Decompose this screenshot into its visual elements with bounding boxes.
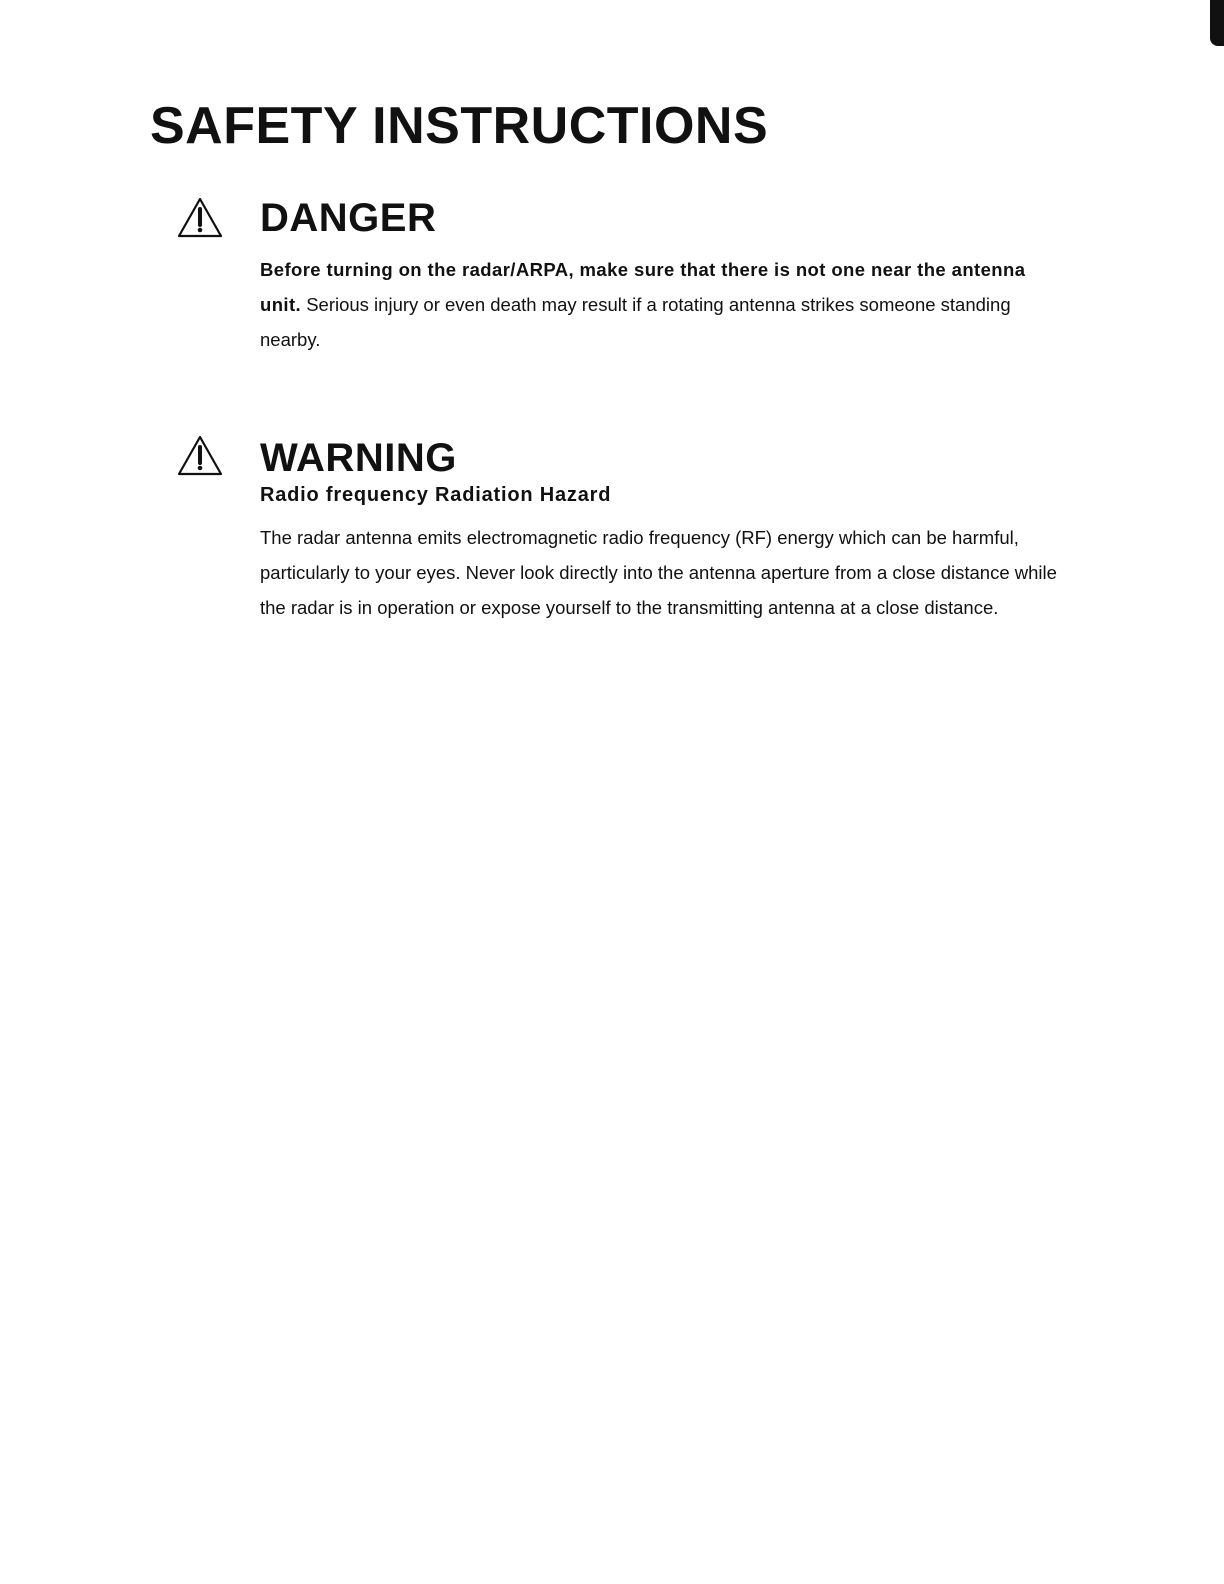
danger-body-text: Serious injury or even death may result if a rotating antenna strikes someone standing nearby. [260, 294, 1011, 350]
danger-lead-text: Before turning on the radar/ARPA, make sure that there is not one near the antenna unit. [260, 259, 1026, 315]
page-title: SAFETY INSTRUCTIONS [150, 97, 769, 155]
danger-heading: DANGER [260, 196, 437, 240]
warning-body: The radar antenna emits electromagnetic radio frequency (RF) energy which can be harmful, particularly to your eyes. Never look directly into the antenna aperture from a close distance while the radar is in operation or expose yourself to the transmitting antenna at a close distance. [260, 527, 1057, 618]
warning-triangle-icon [176, 196, 224, 240]
warning-subheading: Radio frequency Radiation Hazard [260, 484, 612, 506]
warning-triangle-icon [176, 434, 224, 478]
scan-edge-mark [1210, 0, 1224, 46]
warning-heading: WARNING [260, 436, 457, 480]
danger-body [260, 252, 1060, 357]
